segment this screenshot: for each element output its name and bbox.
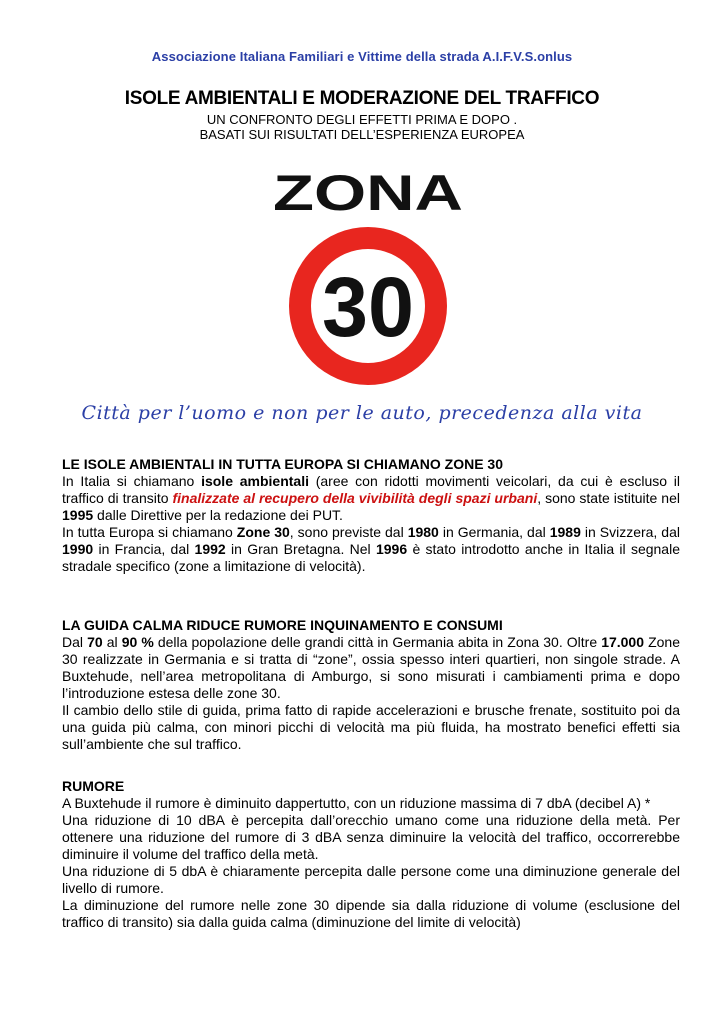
highlight-text: finalizzate al recupero della vivibilità degli spazi urbani <box>172 490 538 506</box>
page-title: ISOLE AMBIENTALI E MODERAZIONE DEL TRAFFICO <box>124 88 600 109</box>
section-heading: LA GUIDA CALMA RIDUCE RUMORE INQUINAMENTO E CONSUMI <box>62 617 503 633</box>
association-name: Associazione Italiana Familiari e Vittime della strada A.I.F.V.S.onlus <box>151 49 573 64</box>
zona-30-sign <box>268 170 468 400</box>
paragraph: Una riduzione di 5 dbA è chiaramente percepita dalle persone come una diminuzione generale del livello di rumore. <box>62 863 680 896</box>
section-heading: LE ISOLE AMBIENTALI IN TUTTA EUROPA SI CHIAMANO ZONE 30 <box>62 456 504 472</box>
section-heading: RUMORE <box>62 778 125 794</box>
paragraph: La diminuzione del rumore nelle zone 30 dipende sia dalla riduzione di volume (esclusione del traffico di transito) sia dalla guida calma (diminuzione del limite di velocità) <box>62 897 680 930</box>
zona-word: ZONA <box>273 170 463 221</box>
section-guida-calma <box>62 617 680 753</box>
paragraph: Una riduzione di 10 dBA è percepita dall’orecchio umano come una riduzione della metà. Per ottenere una riduzione del rumore di 3 dBA senza diminuire la velocità del traffico, occorrerebbe diminuire il volume del traffico della metà. <box>62 812 680 862</box>
paragraph: Dal 70 al 90 % della popolazione delle grandi città in Germania abita in Zona 30. Oltre 17.000 Zone 30 realizzate in Germania e si tratta di “zone”, ossia spesso interi quartieri, non singole strade. A Buxtehude, nell’area metropolitana di Amburgo, si sono misurati i cambiamenti prima e dopo l’introduzione estesa delle zone 30. <box>62 634 680 701</box>
speed-limit-number: 30 <box>322 260 414 354</box>
subtitle-line-1: UN CONFRONTO DEGLI EFFETTI PRIMA E DOPO . <box>206 112 518 127</box>
paragraph: A Buxtehude il rumore è diminuito dappertutto, con un riduzione massima di 7 dbA (decibel A) * <box>62 795 651 811</box>
paragraph: In Italia si chiamano isole ambientali (aree con ridotti movimenti veicolari, da cui è escluso il traffico di transito finalizzate al recupero della vivibilità degli spazi urbani, sono state istituite nel 1995 dalle Direttive per la redazione dei PUT. <box>62 473 680 523</box>
tagline: Città per l’uomo e non per le auto, precedenza alla vita <box>81 402 643 424</box>
paragraph: In tutta Europa si chiamano Zone 30, sono previste dal 1980 in Germania, dal 1989 in Svizzera, dal 1990 in Francia, dal 1992 in Gran Bretagna. Nel 1996 è stato introdotto anche in Italia il segnale stradale specifico (zone a limitazione di velocità). <box>62 524 680 574</box>
subtitle-line-2: BASATI SUI RISULTATI DELL’ESPERIENZA EUROPEA <box>199 127 525 142</box>
paragraph: Il cambio dello stile di guida, prima fatto di rapide accelerazioni e brusche frenate, sostituito poi da una guida più calma, con minori picchi di velocità ma più fluida, ha mostrato benefici effetti sia sull’ambiente che sul traffico. <box>62 702 680 752</box>
section-rumore <box>62 778 680 931</box>
section-isole-ambientali <box>62 456 680 575</box>
